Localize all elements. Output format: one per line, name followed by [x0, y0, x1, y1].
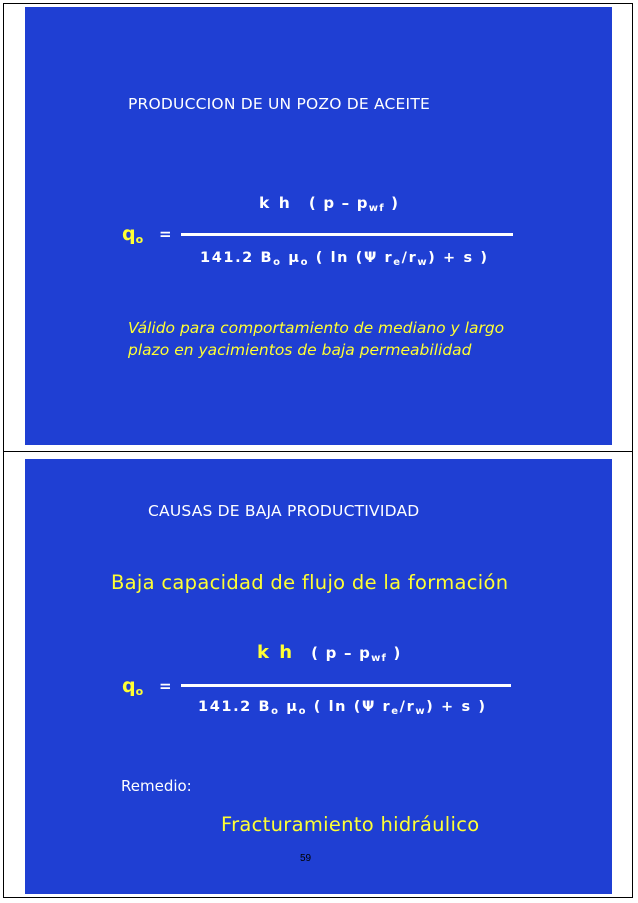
- numerator-kh: k h: [259, 194, 292, 212]
- note-line-1: Válido para comportamiento de mediano y largo: [128, 319, 505, 337]
- formula-denominator: 141.2 $B_o$ $\mu_o$ ( ln (Ψ $r_e/r_w) + s$ ): [200, 250, 489, 268]
- slide-causas-baja-productividad: [25, 459, 612, 894]
- slide-title: CAUSAS DE BAJA PRODUCTIVIDAD: [148, 502, 420, 520]
- remedy-label: Remedio:: [121, 777, 192, 795]
- numerator-kh: k h: [257, 642, 295, 663]
- slide-title: PRODUCCION DE UN POZO DE ACEITE: [128, 95, 430, 113]
- formula-lhs: $q_o$: [122, 675, 144, 698]
- page-number: 59: [300, 853, 312, 864]
- page-frame-bottom: [3, 452, 633, 898]
- page-frame-top: [3, 3, 633, 452]
- remedy-text: Fracturamiento hidráulico: [221, 813, 480, 836]
- formula-equals: =: [159, 225, 172, 243]
- slide-subtitle: Baja capacidad de flujo de la formación: [111, 571, 509, 594]
- formula-equals: =: [159, 677, 172, 695]
- numerator-pressure: ( p – $p_{wf}$ ): [308, 194, 400, 214]
- formula-denominator: 141.2 $B_o$ $\mu_o$ ( ln (Ψ $r_e/r_w) + s$ ): [198, 699, 487, 717]
- numerator-pressure: ( p – $p_{wf}$ ): [311, 644, 402, 664]
- fraction-bar: [181, 233, 513, 236]
- fraction-bar: [181, 684, 511, 687]
- formula-numerator: [259, 193, 399, 214]
- note-line-2: plazo en yacimientos de baja permeabilidad: [128, 341, 472, 359]
- formula-lhs: $q_o$: [122, 223, 144, 246]
- slide-pozo-aceite: [25, 7, 612, 445]
- formula-numerator: [257, 642, 402, 664]
